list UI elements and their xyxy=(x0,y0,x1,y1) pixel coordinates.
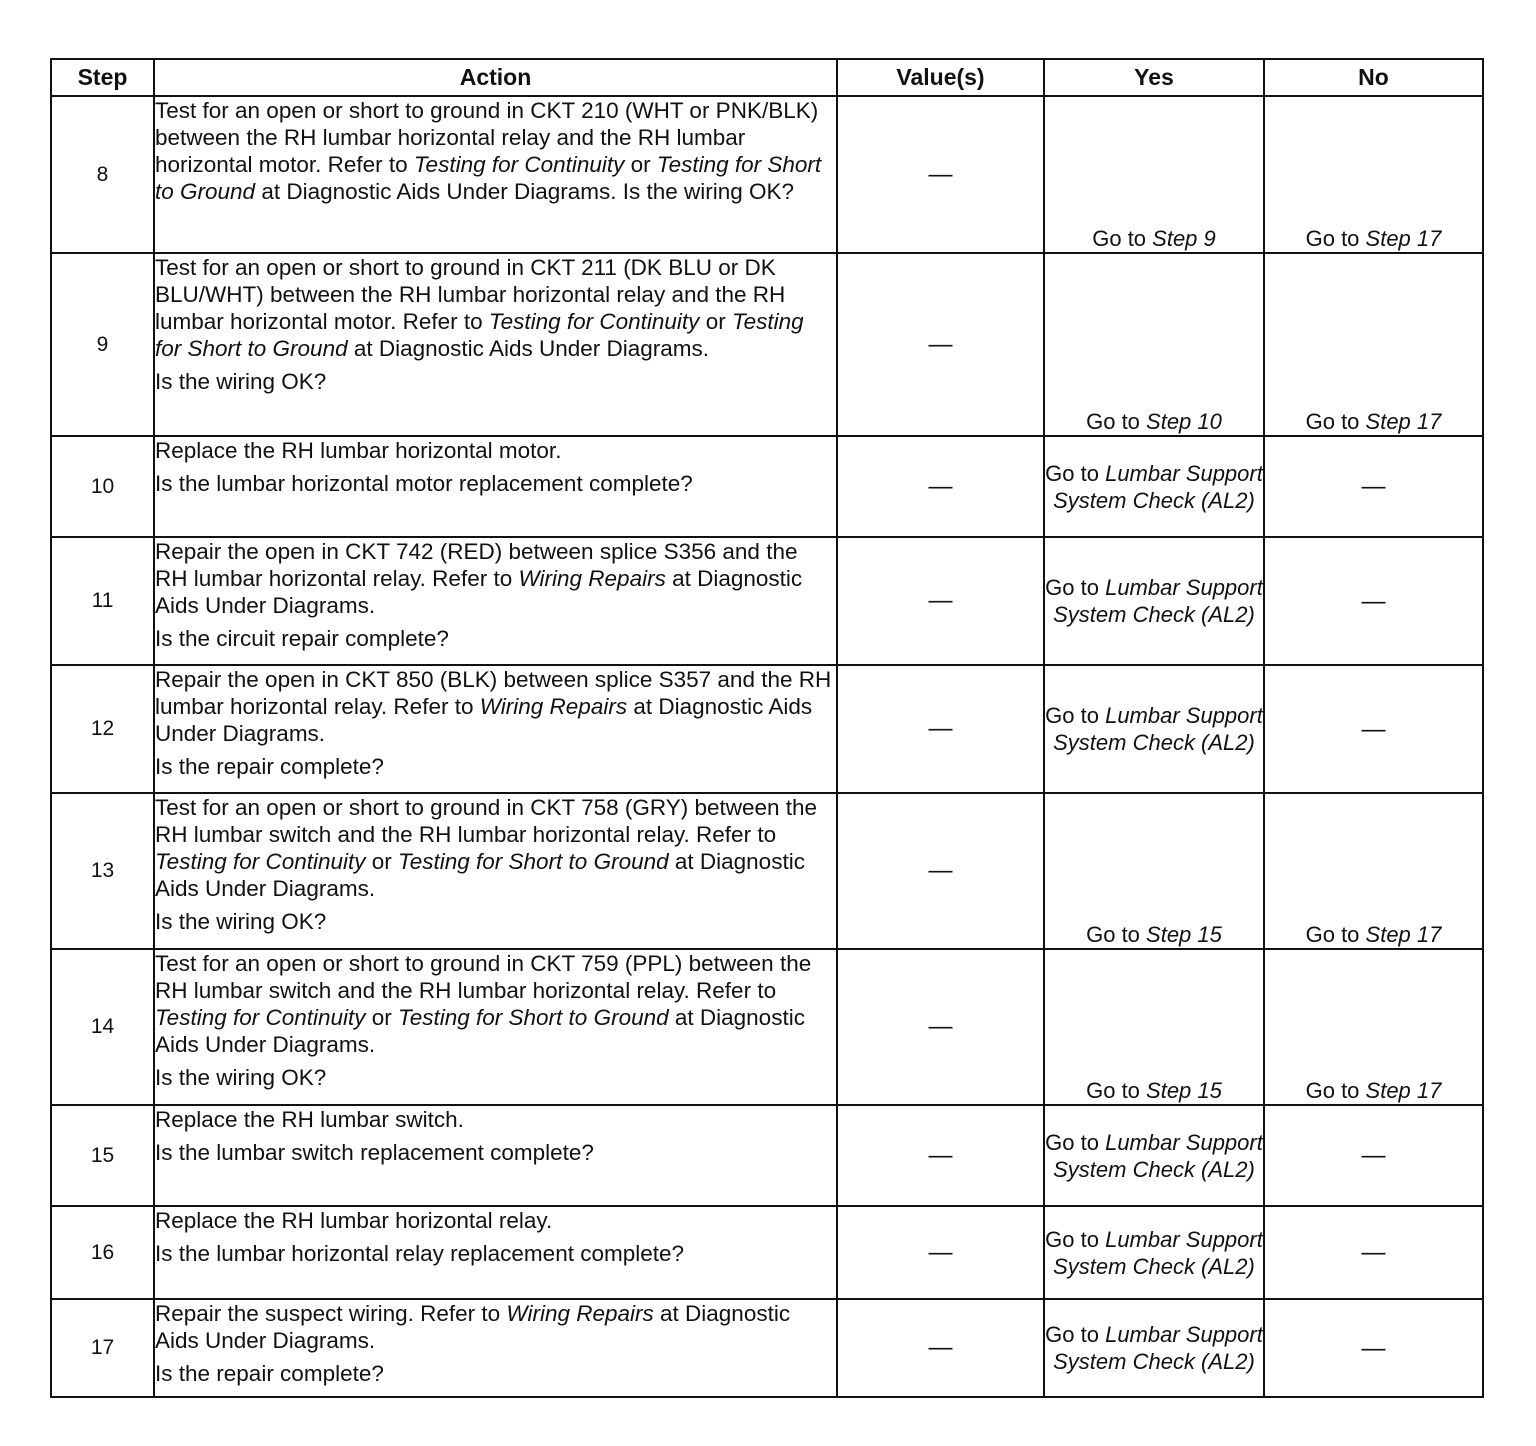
action-text xyxy=(155,254,836,362)
action-cell xyxy=(154,949,837,1105)
action-cell xyxy=(154,253,837,436)
yes-cell-run: Lumbar Support System Check (AL2) xyxy=(1053,575,1263,627)
action-text xyxy=(155,1207,836,1234)
yes-cell xyxy=(1044,253,1264,436)
yes-cell-run: Lumbar Support System Check (AL2) xyxy=(1053,1226,1263,1279)
no-cell-run: Go to xyxy=(1305,922,1366,947)
no-cell-run: Step 17 xyxy=(1365,409,1442,434)
table-row xyxy=(51,436,1483,537)
value-cell: — xyxy=(837,1206,1044,1299)
value-cell: — xyxy=(837,949,1044,1105)
value-cell: — xyxy=(837,253,1044,436)
action-text xyxy=(155,666,836,747)
no-cell xyxy=(1264,537,1483,665)
action-cell xyxy=(154,1299,837,1397)
action-text-run: Test for an open or short to ground in CKT 759 (PPL) between the RH lumbar switch and the RH lumbar horizontal relay. Refer to xyxy=(155,951,812,1003)
yes-cell xyxy=(1044,1206,1264,1299)
yes-cell-run: Step 9 xyxy=(1152,226,1216,251)
table-row xyxy=(51,253,1483,436)
action-text-run: or xyxy=(624,152,657,177)
yes-cell xyxy=(1044,949,1264,1105)
action-text xyxy=(155,437,836,464)
action-text-run: Testing for Continuity xyxy=(413,152,625,177)
table-row xyxy=(51,793,1483,949)
action-question: Is the lumbar horizontal relay replacement complete? xyxy=(155,1241,685,1266)
action-text-run: Repair the open in CKT 742 (RED) between splice S356 and the RH lumbar horizontal relay. Refer to xyxy=(155,539,798,591)
action-text xyxy=(155,950,836,1058)
no-cell-run: Step 17 xyxy=(1365,1078,1442,1103)
action-text-run: Wiring Repairs xyxy=(506,1301,654,1326)
no-cell xyxy=(1264,665,1483,793)
yes-cell xyxy=(1044,436,1264,537)
action-text-run: at Diagnostic Aids Under Diagrams. xyxy=(155,694,813,746)
action-cell xyxy=(154,665,837,793)
action-cell xyxy=(154,1105,837,1206)
yes-cell-run: Step 15 xyxy=(1146,922,1222,947)
action-cell xyxy=(154,793,837,949)
header-values: Value(s) xyxy=(837,59,1044,96)
action-text-run: at Diagnostic Aids Under Diagrams. xyxy=(155,566,803,618)
action-text-run: Testing for Short to Ground xyxy=(398,849,669,874)
no-cell xyxy=(1264,1299,1483,1397)
no-cell xyxy=(1264,949,1483,1105)
value-cell: — xyxy=(837,1299,1044,1397)
action-question: Is the wiring OK? xyxy=(155,369,327,394)
action-text-run: Testing for Short to Ground xyxy=(398,1005,669,1030)
value-cell: — xyxy=(837,1105,1044,1206)
yes-cell-run: Go to xyxy=(1045,1226,1106,1252)
action-question: Is the lumbar switch replacement complete? xyxy=(155,1140,594,1165)
step-number: 17 xyxy=(51,1299,154,1397)
step-number: 16 xyxy=(51,1206,154,1299)
action-text-run: Replace the RH lumbar horizontal relay. xyxy=(155,1208,553,1233)
action-text-run: at Diagnostic Aids Under Diagrams. xyxy=(347,336,710,361)
yes-cell-run: Lumbar Support System Check (AL2) xyxy=(1053,460,1263,513)
action-text-run: or xyxy=(699,309,732,334)
action-text xyxy=(155,794,836,902)
yes-cell-run: Lumbar Support System Check (AL2) xyxy=(1053,1129,1263,1182)
action-text-run: Repair the open in CKT 850 (BLK) between splice S357 and the RH lumbar horizontal relay. Refer to xyxy=(155,667,832,719)
action-text xyxy=(155,97,836,205)
yes-cell-run: Go to xyxy=(1092,226,1153,251)
table-body xyxy=(51,96,1483,1397)
no-cell-run: Go to xyxy=(1305,1078,1366,1103)
yes-cell-run: Go to xyxy=(1045,575,1106,600)
action-question: Is the wiring OK? xyxy=(155,909,327,934)
action-text-run: Replace the RH lumbar horizontal motor. xyxy=(155,438,562,463)
action-text-run: or xyxy=(365,1005,399,1030)
action-text-run: at Diagnostic Aids Under Diagrams. xyxy=(155,1005,805,1057)
no-cell xyxy=(1264,436,1483,537)
action-text xyxy=(155,1106,836,1133)
no-cell-run: — xyxy=(1361,1142,1386,1169)
no-cell-run: Step 17 xyxy=(1365,922,1442,947)
table-row xyxy=(51,1105,1483,1206)
yes-cell-run: Go to xyxy=(1045,1129,1106,1155)
no-cell xyxy=(1264,1206,1483,1299)
no-cell-run: Go to xyxy=(1305,409,1366,434)
action-text xyxy=(155,538,836,619)
step-number: 13 xyxy=(51,793,154,949)
yes-cell-run: Go to xyxy=(1086,409,1147,434)
no-cell xyxy=(1264,1105,1483,1206)
value-cell: — xyxy=(837,665,1044,793)
no-cell-run: — xyxy=(1361,587,1386,615)
step-number: 11 xyxy=(51,537,154,665)
yes-cell-run: Go to xyxy=(1045,460,1106,486)
value-cell: — xyxy=(837,537,1044,665)
action-text-run: Test for an open or short to ground in CKT 758 (GRY) between the RH lumbar switch and the RH lumbar horizontal relay. Refer to xyxy=(155,795,818,847)
action-text-run: Testing for Continuity xyxy=(155,849,366,874)
no-cell-run: — xyxy=(1361,1239,1386,1266)
yes-cell-run: Lumbar Support System Check (AL2) xyxy=(1053,703,1263,755)
step-number: 12 xyxy=(51,665,154,793)
yes-cell xyxy=(1044,1299,1264,1397)
action-question: Is the circuit repair complete? xyxy=(155,626,449,651)
table-row xyxy=(51,1206,1483,1299)
action-question: Is the wiring OK? xyxy=(155,1065,327,1090)
yes-cell-run: Go to xyxy=(1086,922,1147,947)
no-cell xyxy=(1264,793,1483,949)
action-question: Is the lumbar horizontal motor replacement complete? xyxy=(155,471,693,496)
step-number: 9 xyxy=(51,253,154,436)
action-cell xyxy=(154,436,837,537)
header-row xyxy=(51,59,1483,96)
yes-cell xyxy=(1044,793,1264,949)
yes-cell xyxy=(1044,1105,1264,1206)
no-cell-run: — xyxy=(1361,473,1386,500)
action-text-run: or xyxy=(365,849,399,874)
header-action: Action xyxy=(154,59,837,96)
action-text-run: Replace the RH lumbar switch. xyxy=(155,1107,464,1132)
value-cell: — xyxy=(837,793,1044,949)
action-text-run: Wiring Repairs xyxy=(479,694,628,719)
yes-cell xyxy=(1044,665,1264,793)
action-text-run: at Diagnostic Aids Under Diagrams. xyxy=(155,849,805,901)
action-text-run: Testing for Continuity xyxy=(488,309,700,334)
no-cell-run: Go to xyxy=(1305,226,1366,251)
value-cell: — xyxy=(837,96,1044,253)
no-cell-run: Step 17 xyxy=(1365,226,1442,251)
action-cell xyxy=(154,1206,837,1299)
action-question: Is the repair complete? xyxy=(155,1361,384,1386)
yes-cell-run: Go to xyxy=(1045,1322,1106,1347)
action-text-run: Testing for Short to Ground xyxy=(155,152,822,204)
action-question: Is the repair complete? xyxy=(155,754,384,779)
action-cell xyxy=(154,96,837,253)
step-number: 10 xyxy=(51,436,154,537)
action-text xyxy=(155,1300,836,1354)
action-text-run: Testing for Continuity xyxy=(155,1005,366,1030)
yes-cell xyxy=(1044,537,1264,665)
action-cell xyxy=(154,537,837,665)
action-text-run: at Diagnostic Aids Under Diagrams. Is the wiring OK? xyxy=(255,179,795,204)
diagnostic-table xyxy=(50,58,1484,1398)
step-number: 14 xyxy=(51,949,154,1105)
action-text-run: Wiring Repairs xyxy=(518,566,666,591)
step-number: 8 xyxy=(51,96,154,253)
table-row xyxy=(51,96,1483,253)
step-number: 15 xyxy=(51,1105,154,1206)
action-text-run: Test for an open or short to ground in CKT 210 (WHT or PNK/BLK) between the RH lumbar horizontal relay and the RH lumbar horizontal motor. Refer to xyxy=(155,98,819,177)
yes-cell-run: Step 15 xyxy=(1146,1078,1222,1103)
action-text-run: Repair the suspect wiring. Refer to xyxy=(155,1301,507,1326)
yes-cell-run: Step 10 xyxy=(1146,409,1222,434)
yes-cell xyxy=(1044,96,1264,253)
header-no: No xyxy=(1264,59,1483,96)
action-text-run: at Diagnostic Aids Under Diagrams. xyxy=(155,1301,791,1353)
table-row xyxy=(51,665,1483,793)
no-cell-run: — xyxy=(1361,1334,1386,1362)
no-cell xyxy=(1264,96,1483,253)
action-text-run: Testing for Short to Ground xyxy=(155,309,804,361)
table-row xyxy=(51,1299,1483,1397)
action-text-run: Test for an open or short to ground in CKT 211 (DK BLU or DK BLU/WHT) between the RH lumbar horizontal relay and the RH lumbar horizontal motor. Refer to xyxy=(155,255,786,334)
yes-cell-run: Go to xyxy=(1045,703,1106,728)
header-yes: Yes xyxy=(1044,59,1264,96)
table-row xyxy=(51,949,1483,1105)
value-cell: — xyxy=(837,436,1044,537)
yes-cell-run: Go to xyxy=(1086,1078,1147,1103)
no-cell-run: — xyxy=(1361,715,1386,743)
yes-cell-run: Lumbar Support System Check (AL2) xyxy=(1053,1322,1263,1374)
header-step: Step xyxy=(51,59,154,96)
table-row xyxy=(51,537,1483,665)
no-cell xyxy=(1264,253,1483,436)
